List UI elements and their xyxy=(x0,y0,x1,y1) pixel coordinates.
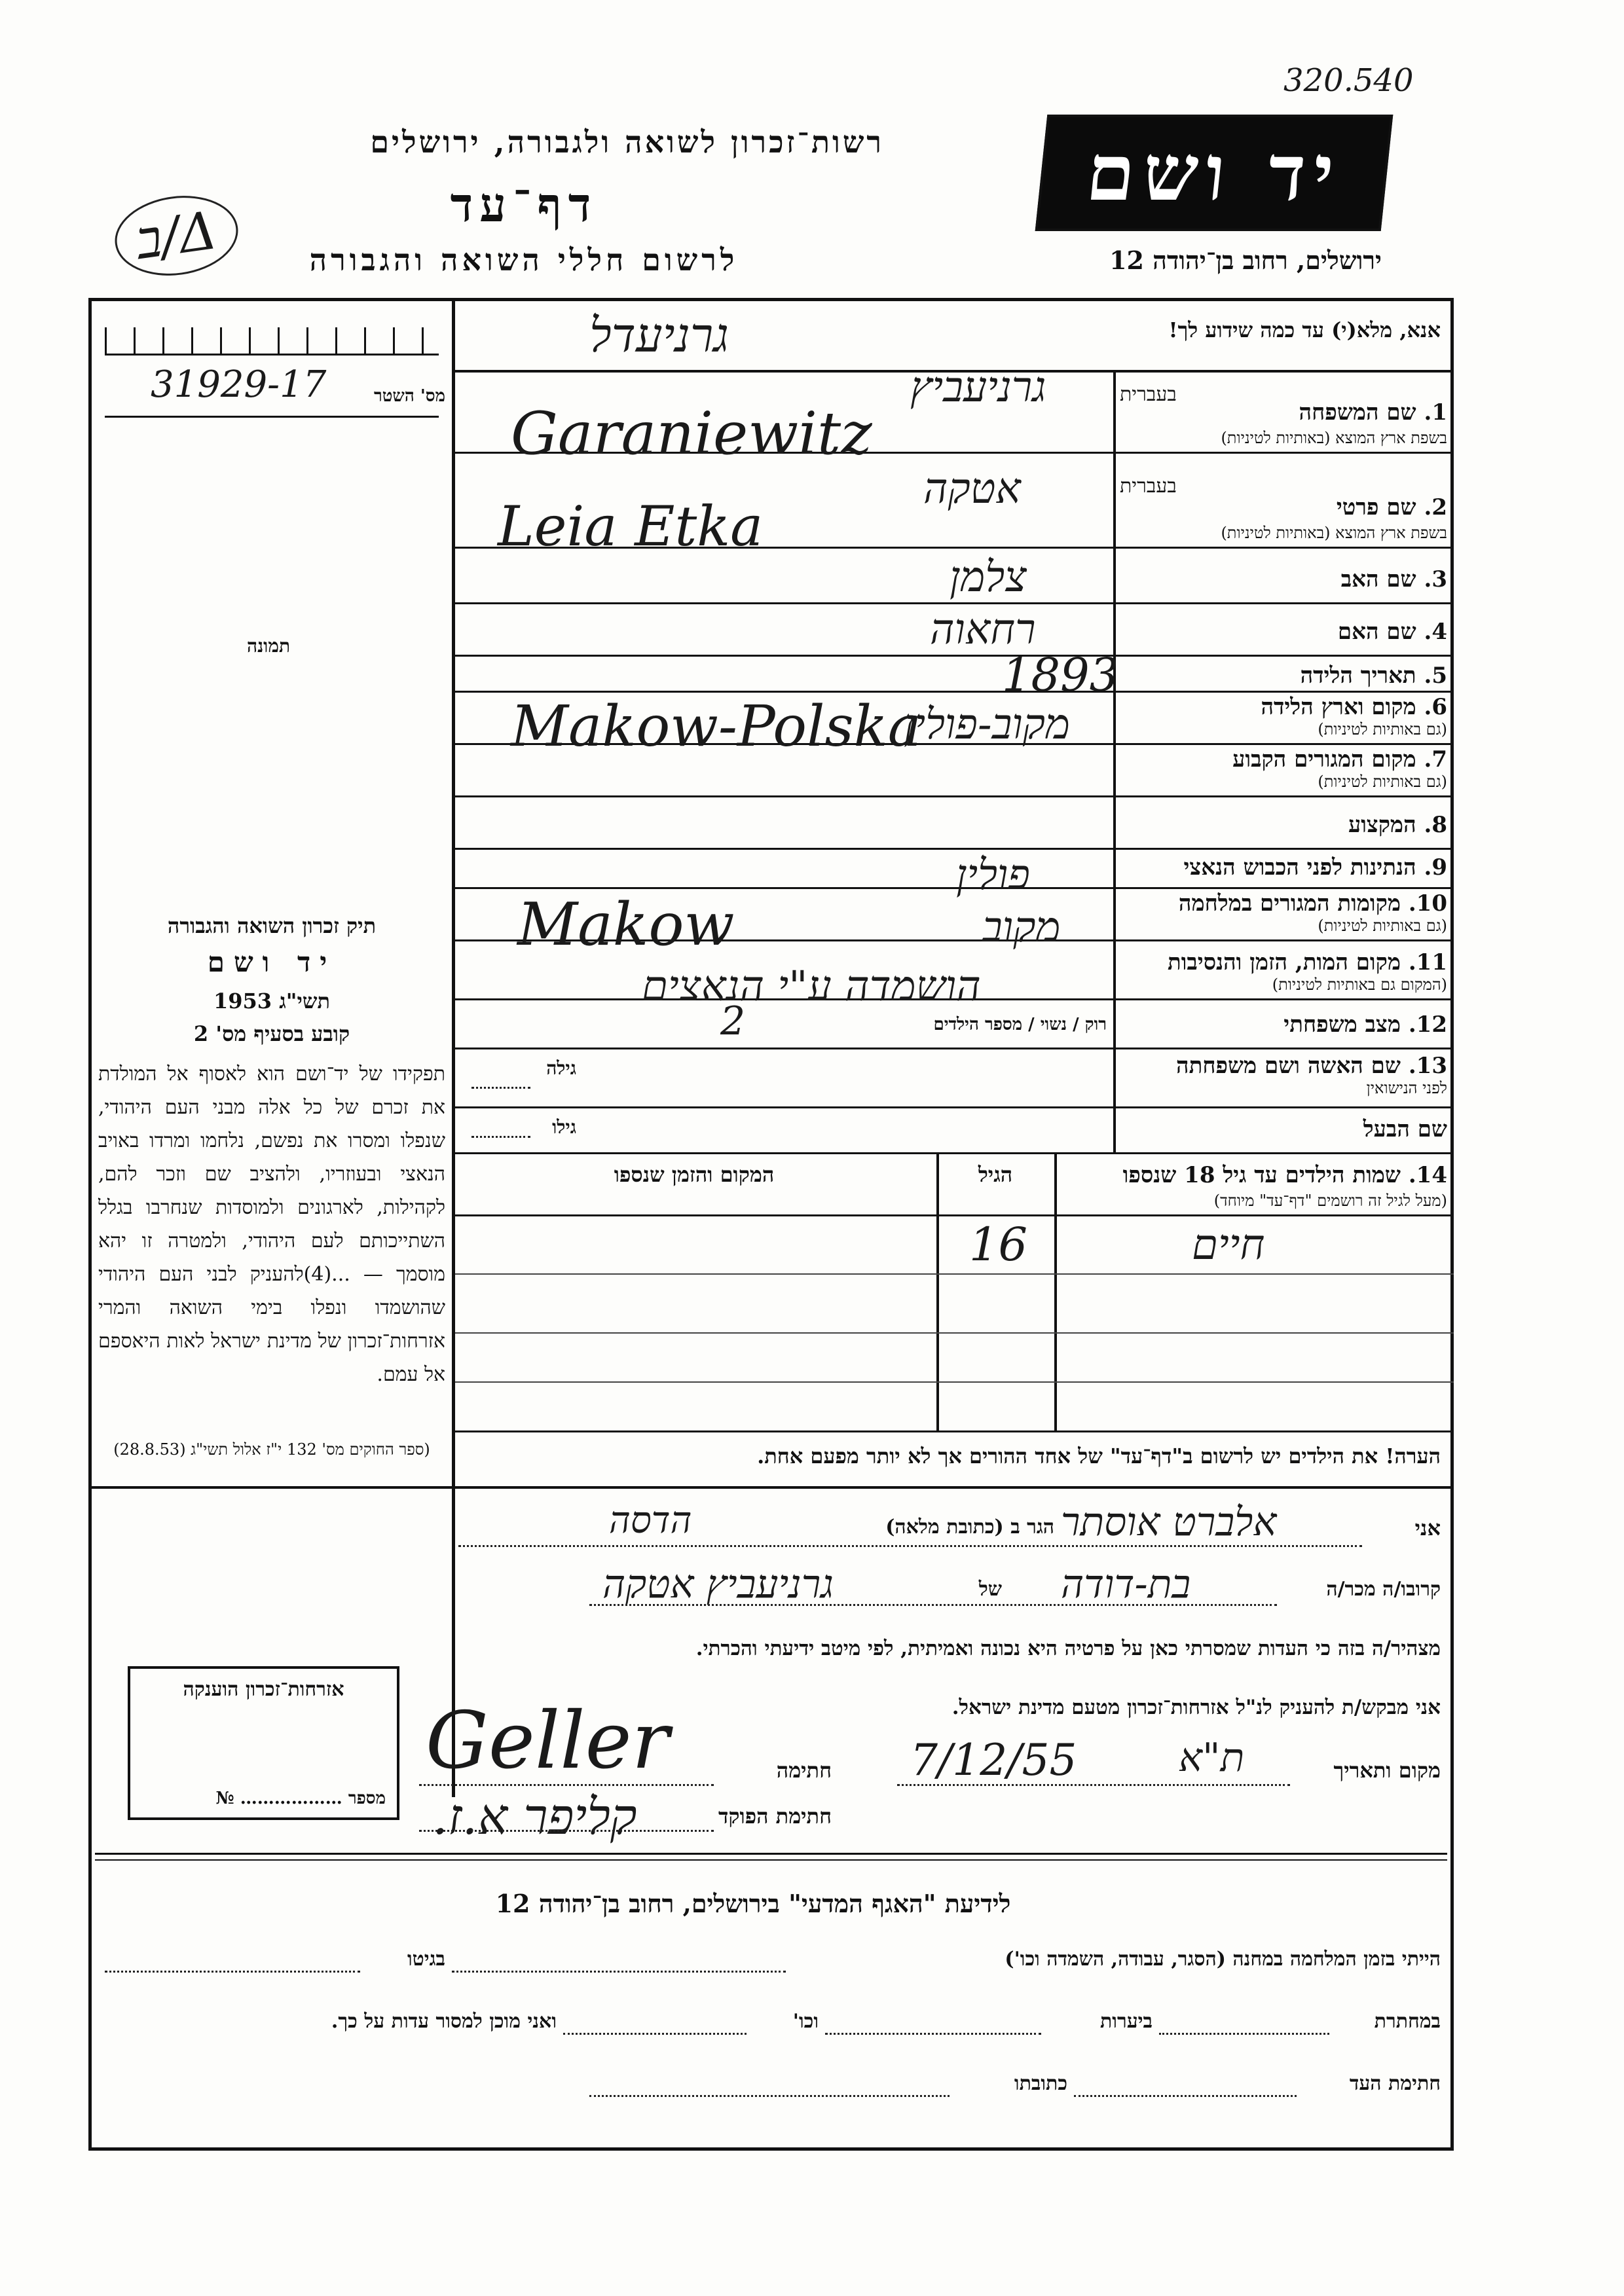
field-8-label: 8. המקצוע xyxy=(1348,812,1447,838)
form-subtitle: לרשום חללי השואה והגבורה xyxy=(309,242,739,278)
decl-address-value: הדסה xyxy=(609,1499,692,1542)
bottom-line-1b: בגיטו xyxy=(407,1948,445,1971)
field-7-sub: (גם באותיות לטיניות) xyxy=(1318,773,1447,791)
date-value: 7/12/55 xyxy=(910,1735,1077,1785)
field-6-value-he: מקוב-פולין xyxy=(904,701,1070,749)
field-9-label: 9. הנתינות לפני הכבוש הנאצי xyxy=(1183,854,1447,881)
husband-label: שם הבעל xyxy=(1363,1116,1447,1142)
decl-relation-label: קרובו/ה מכר/ה xyxy=(1326,1578,1441,1601)
officer-signature-label: חתימת הפוקד xyxy=(718,1804,832,1829)
decl-statement-2: אני מבקש/ת להעניק לנ"ל אזרחות־זכרון מטעם מדינת ישראל. xyxy=(951,1696,1441,1719)
field-2-value-he: אטקה xyxy=(923,465,1021,513)
field-11-value: הושמדה ע"י הנאצים xyxy=(642,962,981,1011)
decl-statement-1: מצהיר/ה בזה כי העדות שמסרתי כאן על פרטיה היא נכונה ואמיתית, לפי מיטב ידיעתי והכרתי. xyxy=(695,1637,1441,1660)
field-1-sub: בשפת ארץ המוצא (באותיות לטיניות) xyxy=(1221,429,1447,447)
field-13-label: 13. שם האשה ושם משפחתה xyxy=(1176,1053,1447,1079)
record-number: 31929-17 xyxy=(151,363,327,406)
field-6-value-latin: Makow-Polska xyxy=(511,694,922,759)
children-table-sub: (מעל לגיל זה רושמים "דף־עד" מיוחד) xyxy=(1213,1192,1447,1210)
field-4-value: רחאוה xyxy=(930,606,1036,654)
field-2-value-latin: Leia Etka xyxy=(498,494,764,558)
law-box-title: תיק זכרון השואה והגבורה xyxy=(167,913,377,938)
field-2-he-label: בעברית xyxy=(1120,475,1177,498)
marital-status-options: רוק / נשוי / מספר הילדים xyxy=(933,1015,1107,1034)
children-col-age: הגיל xyxy=(978,1162,1013,1187)
law-box-year: תשי"ג 1953 xyxy=(213,989,330,1013)
husband-age-label: גילו xyxy=(552,1116,576,1138)
children-count: 2 xyxy=(720,998,746,1044)
bottom-line-2d: ואני מוכן למסור עדות על כך. xyxy=(331,2010,557,2033)
wife-age-label: גילה xyxy=(546,1057,576,1079)
decl-relation-value: בת-דודה xyxy=(1061,1561,1191,1607)
child-1-name: חיים xyxy=(1192,1221,1265,1269)
field-13-sub: לפני הנישואין xyxy=(1366,1079,1447,1097)
declarant-name: אלברט אוסתר xyxy=(1061,1499,1277,1545)
handwritten-heading: גרניעדל xyxy=(589,308,729,363)
field-1-value-he: גרניעביץ xyxy=(910,363,1046,412)
field-4-label: 4. שם האם xyxy=(1337,619,1447,645)
place-date-label: מקום ותאריך xyxy=(1333,1758,1441,1783)
field-10-sub: (גם באותיות לטיניות) xyxy=(1318,917,1447,935)
header-authority: רשות־זכרון לשואה ולגבורה, ירושלים xyxy=(370,124,884,160)
yad-vashem-logo xyxy=(1035,115,1393,231)
field-3-value: צלמן xyxy=(950,553,1027,602)
intro-text: אנא, מלא(י) עד כמה שידוע לך! xyxy=(1168,318,1441,342)
bottom-line-1a: הייתי בזמן המלחמה במחנה (הסגר, עבודה, השמדה וכו') xyxy=(1005,1948,1441,1971)
field-11-label: 11. מקום המות, הזמן והנסיבות xyxy=(1167,949,1447,975)
field-6-sub: (גם באותיות לטיניות) xyxy=(1318,720,1447,738)
decl-ani-label: אני xyxy=(1414,1516,1441,1540)
children-table-label: 14. שמות הילדים עד גיל 18 שנספו xyxy=(1122,1162,1447,1188)
field-1-label: 1. שם המשפחה xyxy=(1299,399,1447,426)
tick-strip xyxy=(105,327,439,355)
field-1-value-latin: Garaniewitz xyxy=(511,399,872,468)
law-box-logo: יד ושם xyxy=(207,946,337,978)
field-2-label: 2. שם פרטי xyxy=(1336,494,1447,520)
field-5-label: 5. תאריך הלידה xyxy=(1300,663,1447,689)
logo-text: יד ושם xyxy=(1082,127,1346,218)
bottom-line-2b: ביערות xyxy=(1099,2010,1153,2033)
citizenship-number-label: מספר ……………… № xyxy=(215,1789,386,1808)
form-title: דף־עד xyxy=(450,177,598,232)
bottom-title: לידיעת "האגף המדעי" בירושלים, רחוב בן־יהודה 12 xyxy=(495,1889,1011,1918)
officer-signature: קליפר א.ז. xyxy=(432,1787,637,1846)
law-box-source: (ספר החוקים מס' 132 י"ז אלול תשי"ג (28.8.53) xyxy=(113,1440,430,1459)
record-number-label: מס' השטר xyxy=(373,386,445,406)
field-11-sub: (המקום גם באותיות לטיניות) xyxy=(1272,975,1447,994)
citizenship-box-title: אזרחות־זכרון הוענקה xyxy=(183,1678,344,1701)
children-col-place: המקום והזמן שנספו xyxy=(614,1162,775,1187)
signature-label: חתימה xyxy=(776,1758,832,1783)
field-1-he-label: בעברית xyxy=(1120,383,1177,406)
field-10-label: 10. מקומות המגורים במלחמה xyxy=(1178,890,1447,917)
field-5-value: 1893 xyxy=(1002,648,1119,702)
decl-of-label: של xyxy=(978,1578,1002,1601)
children-note: הערה! את הילדים יש לרשום ב"דף־עד" של אחד ההורים אך לא יותר מפעם אחת. xyxy=(757,1444,1441,1468)
law-box-text: תפקידו של יד־ושם הוא לאסוף אל המולדת את זכרם של כל אלה מבני העם היהודי, שנפלו ומסרו את נפשם, נלחמו ומרדו באויב הנאצי ובעוזריו, ולהציב שם וזכר להם, לקהילות, לארגונים ולמוסדות שנחרבו בגלל השתייכותם לעם היהודי, ולמטרה זו יהא מוסמך — ...(4)להעניק לבני העם היהודי שהושמדו ונפלו בימי השואה והמרי אזרחות־זכרון של מדינת ישראל לאות היאספם אל עמם. xyxy=(98,1063,446,1386)
header-address: ירושלים, רחוב בן־יהודה 12 xyxy=(1109,246,1382,275)
margin-note: ב/Δ xyxy=(110,188,244,283)
bottom-line-3a: חתימת העד xyxy=(1349,2072,1441,2095)
field-2-sub: בשפת ארץ המוצא (באותיות לטיניות) xyxy=(1221,524,1447,542)
bottom-line-2a: במחתרת xyxy=(1374,2010,1441,2033)
citizenship-box xyxy=(128,1666,399,1820)
field-10-value-latin: Makow xyxy=(517,890,735,959)
field-12-label: 12. מצב משפחתי xyxy=(1283,1011,1447,1038)
photo-label: תמונה xyxy=(246,635,291,657)
bottom-line-2c: וכו' xyxy=(792,2010,819,2033)
place-value: ת"א xyxy=(1179,1735,1245,1781)
law-box-clause: קובע בסעיף מס' 2 xyxy=(193,1021,350,1046)
field-7-label: 7. מקום המגורים הקבוע xyxy=(1232,746,1447,773)
field-10-value-he: מקוב xyxy=(982,903,1061,952)
signature: Geller xyxy=(426,1696,670,1787)
bottom-line-3b: כתובתו xyxy=(1014,2072,1067,2095)
decl-address-label: הגר ב (כתובת מלאה) xyxy=(885,1516,1054,1539)
field-6-label: 6. מקום וארץ הלידה xyxy=(1261,694,1447,720)
field-3-label: 3. שם האב xyxy=(1340,566,1447,592)
child-1-age: 16 xyxy=(969,1218,1028,1271)
decl-of-value: גרניעביץ אטקה xyxy=(602,1561,834,1607)
field-9-value: פולין xyxy=(956,851,1030,900)
archive-reference: 320.540 xyxy=(1283,62,1414,99)
